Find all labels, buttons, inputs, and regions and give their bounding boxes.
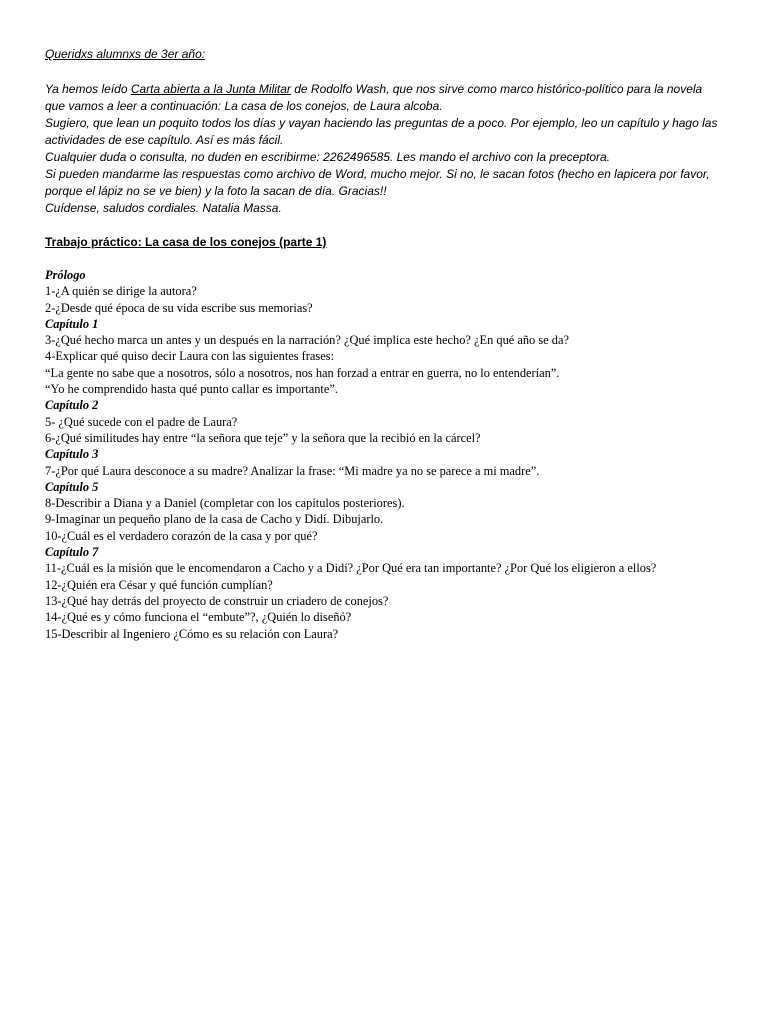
- quote-line: “La gente no sabe que a nosotros, sólo a nosotros, nos han forzad a entrar en guerra, no lo entenderían”.: [45, 365, 560, 380]
- book-title-underlined: Carta abierta a la Junta Militar: [130, 82, 291, 96]
- quote-line: “Yo he comprendido hasta qué punto callar es importante”.: [45, 382, 338, 397]
- letter-body: [45, 81, 725, 217]
- question-line: 14-¿Qué es y cómo funciona el “embute”?, ¿Quién lo diseñó?: [45, 610, 352, 625]
- section-heading-capitulo-7: Capítulo 7: [45, 545, 99, 560]
- question-line: 8-Describir a Diana y a Daniel (completar con los capítulos posteriores).: [45, 496, 405, 511]
- question-line: 11-¿Cuál es la misión que le encomendaron a Cacho y a Didí? ¿Por Qué era tan importante? ¿Por Qué los eligieron a ellos?: [45, 561, 657, 576]
- questions-section: [45, 267, 725, 642]
- question-line: 7-¿Por qué Laura desconoce a su madre? Analizar la frase: “Mi madre ya no se parece a mi madre”.: [45, 463, 540, 478]
- letter-paragraph-3: Cualquier duda o consulta, no duden en escribirme: 2262496585. Les mando el archivo con la preceptora.: [45, 150, 611, 164]
- question-line: 4-Explicar qué quiso decir Laura con las siguientes frases:: [45, 349, 335, 364]
- question-line: 2-¿Desde qué época de su vida escribe sus memorias?: [45, 300, 313, 315]
- section-heading-capitulo-2: Capítulo 2: [45, 398, 99, 413]
- letter-signature: Cuídense, saludos cordiales. Natalia Massa.: [45, 201, 282, 215]
- question-line: 5- ¿Qué sucede con el padre de Laura?: [45, 414, 238, 429]
- letter-paragraph-1: Ya hemos leído Carta abierta a la Junta Militar de Rodolfo Wash, que nos sirve como marco histórico-político para la novela que vamos a leer a continuación: La casa de los conejos, de Laura alcoba.: [45, 82, 703, 113]
- question-line: 3-¿Qué hecho marca un antes y un después en la narración? ¿Qué implica este hecho? ¿En qué año se da?: [45, 333, 569, 348]
- question-line: 6-¿Qué similitudes hay entre “la señora que teje” y la señora que la recibió en la cárcel?: [45, 430, 481, 445]
- question-line: 9-Imaginar un pequeño plano de la casa de Cacho y Didí. Dibujarlo.: [45, 512, 384, 527]
- letter-greeting: Queridxs alumnxs de 3er año:: [45, 47, 206, 61]
- document-page: [45, 46, 725, 642]
- section-heading-capitulo-1: Capítulo 1: [45, 316, 99, 331]
- section-heading-capitulo-3: Capítulo 3: [45, 447, 99, 462]
- question-line: 1-¿A quién se dirige la autora?: [45, 284, 197, 299]
- question-line: 12-¿Quién era César y qué función cumplían?: [45, 577, 273, 592]
- section-heading-capitulo-5: Capítulo 5: [45, 479, 99, 494]
- letter-paragraph-2: Sugiero, que lean un poquito todos los días y vayan haciendo las preguntas de a poco. Por ejemplo, leo un capítulo y hago las actividades de ese capítulo. Así es más fácil.: [45, 116, 718, 147]
- practice-title: Trabajo práctico: La casa de los conejos (parte 1): [45, 235, 327, 249]
- section-heading-prologo: Prólogo: [45, 268, 86, 282]
- question-line: 15-Describir al Ingeniero ¿Cómo es su relación con Laura?: [45, 626, 339, 641]
- question-line: 13-¿Qué hay detrás del proyecto de construir un criadero de conejos?: [45, 593, 389, 608]
- letter-paragraph-4: Si pueden mandarme las respuestas como archivo de Word, mucho mejor. Si no, le sacan fotos (hecho en lapicera por favor, porque el lápiz no se ve bien) y la foto la sacan de día. Gracias!!: [45, 167, 710, 198]
- question-line: 10-¿Cuál es el verdadero corazón de la casa y por qué?: [45, 528, 318, 543]
